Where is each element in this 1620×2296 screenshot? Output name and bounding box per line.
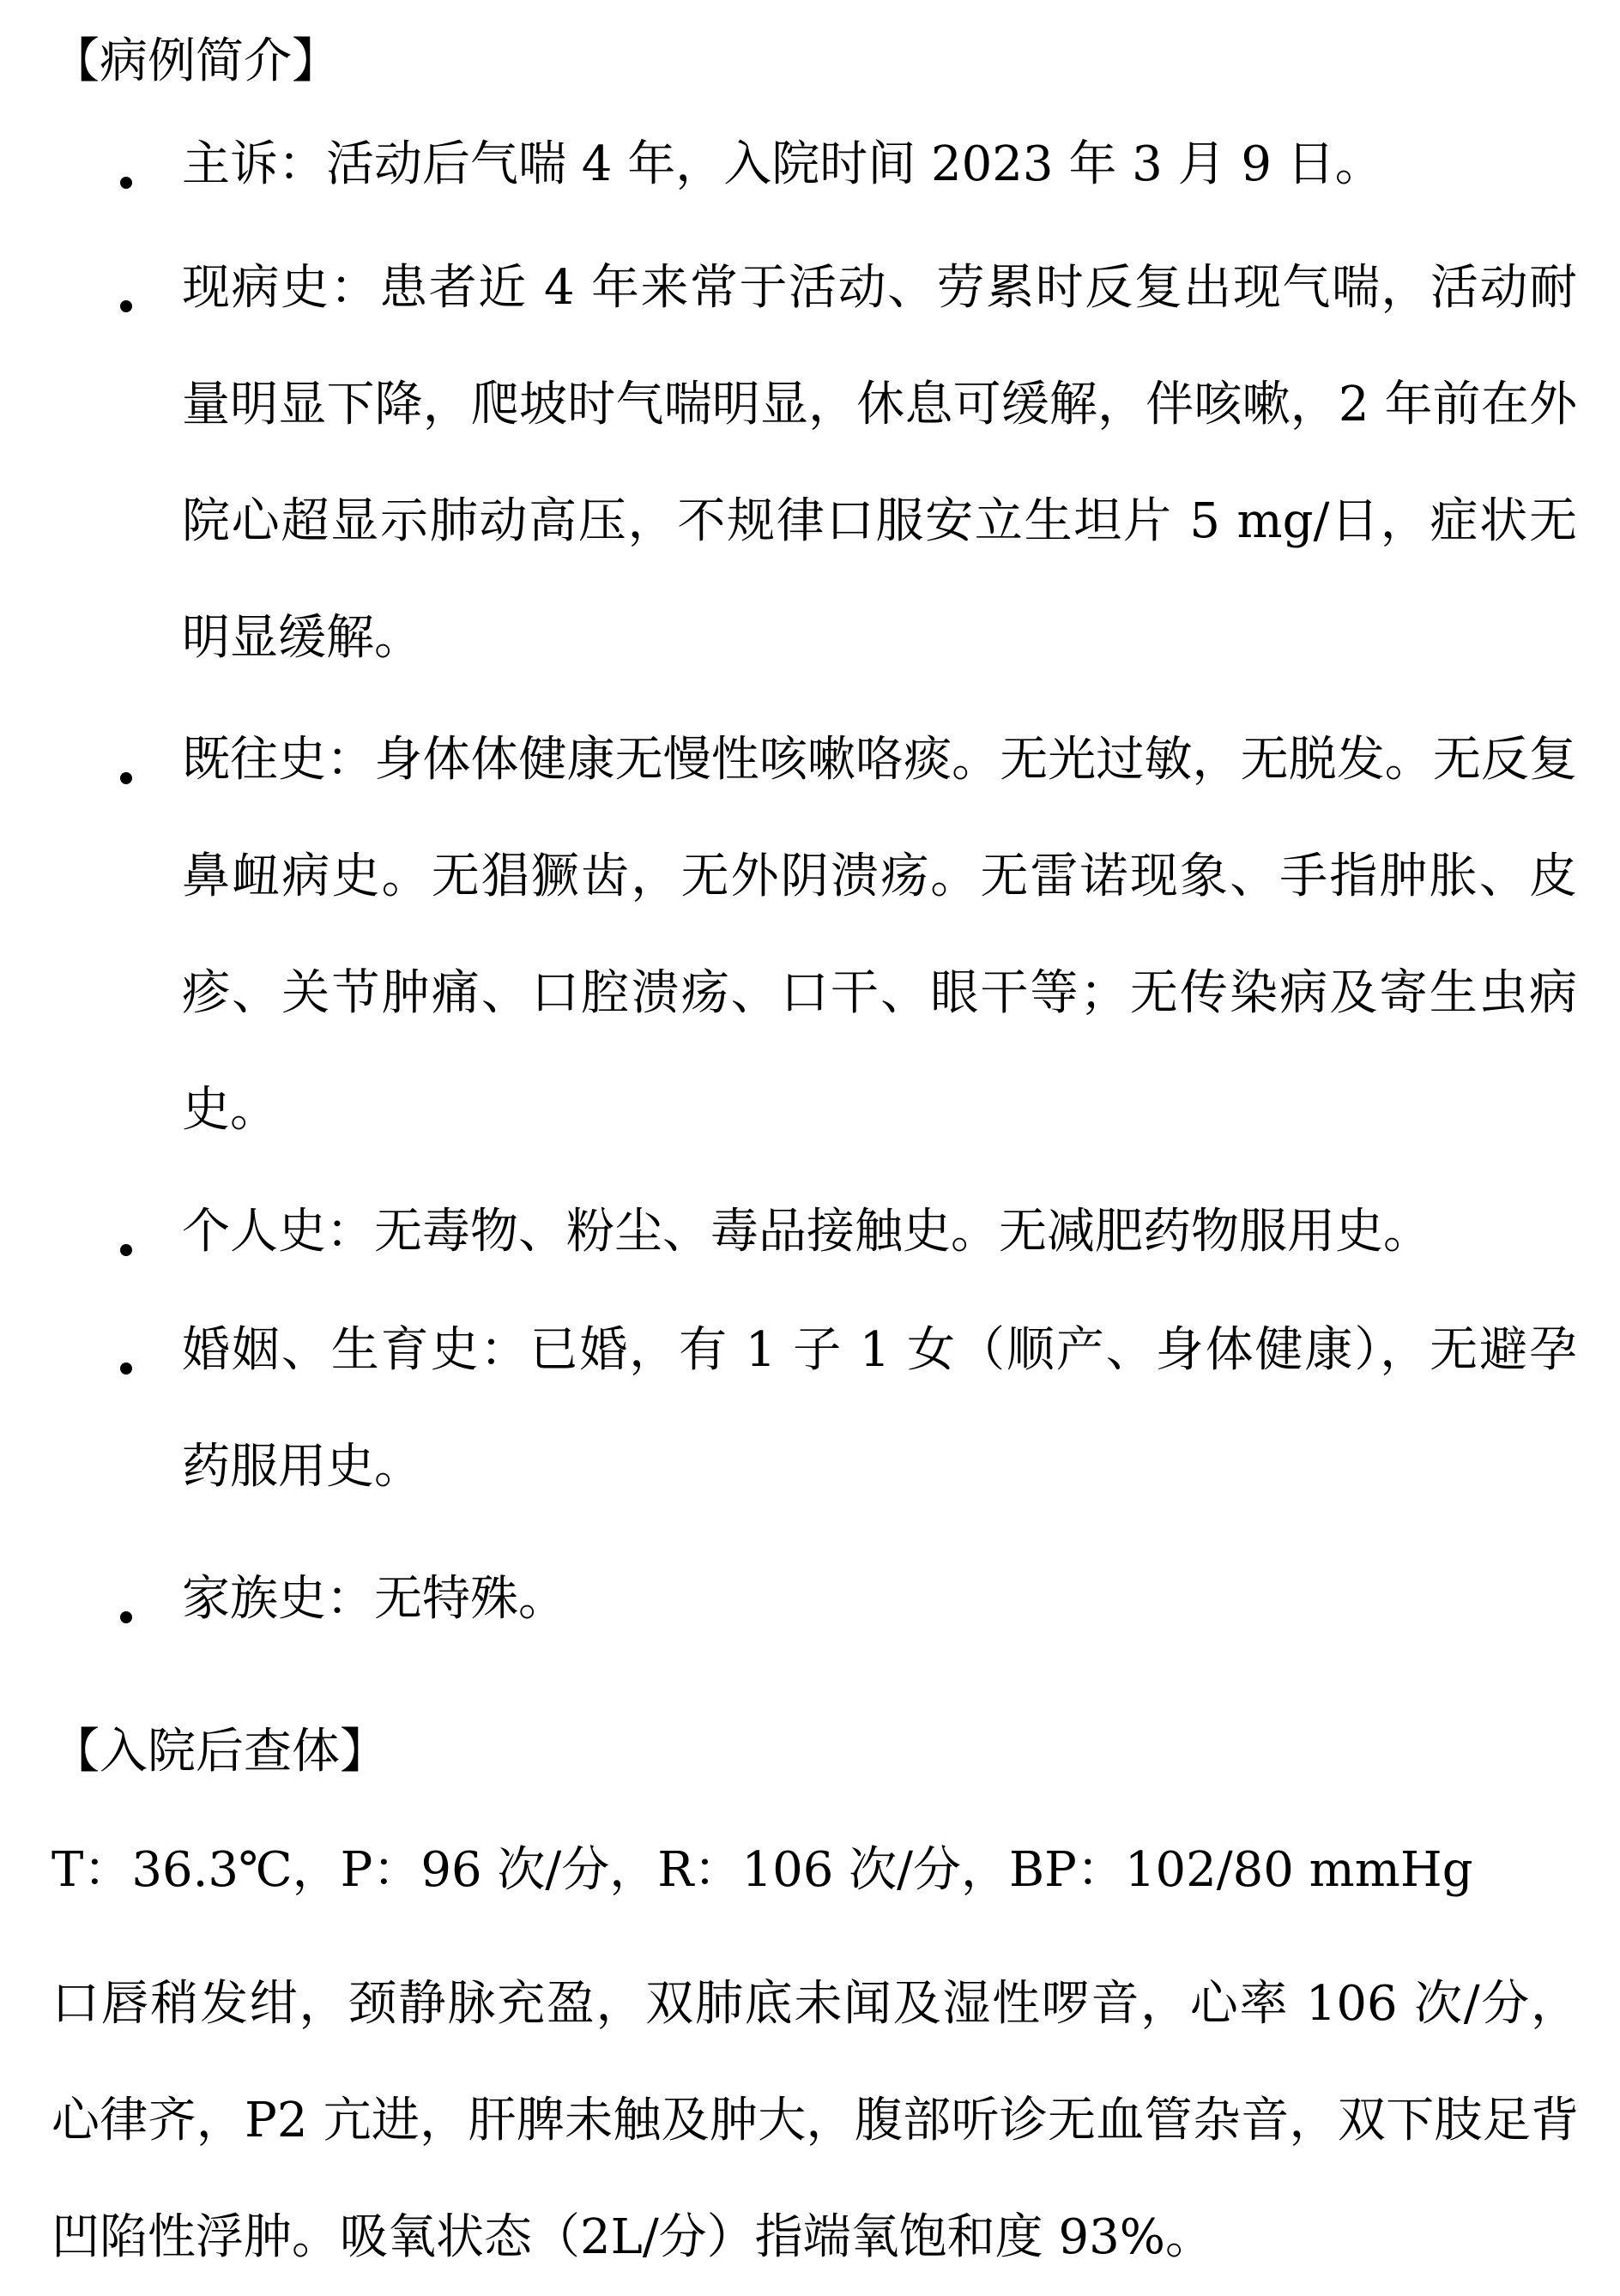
vital-signs: T：36.3℃，P：96 次/分，R：106 次/分，BP：102/80 mmHg xyxy=(51,1842,1473,1898)
physical-exam-findings: 口唇稍发绀，颈静脉充盈，双肺底未闻及湿性啰音，心率 106 次/分，心律齐，P2 亢进，肝脾未触及肿大，腹部听诊无血管杂音，双下肢足背凹陷性浮肿。吸氧状态（2L/分）指端氧饱和度 93%。 xyxy=(51,1976,1579,2265)
bullet-dot-icon xyxy=(120,1611,132,1623)
bullet-dot-icon xyxy=(120,1362,132,1375)
section-heading-case-summary: 【病例简介】 xyxy=(51,33,340,89)
list-item-text: 婚姻、生育史：已婚，有 1 子 1 女（顺产、身体健康），无避孕药服用史。 xyxy=(182,1322,1577,1495)
bullet-dot-icon xyxy=(120,1244,132,1256)
bullet-dot-icon xyxy=(120,772,132,784)
list-item-text: 既往史：身体体健康无慢性咳嗽咯痰。无光过敏，无脱发。无反复鼻衄病史。无猖獗齿，无外阴溃疡。无雷诺现象、手指肿胀、皮疹、关节肿痛、口腔溃疡、口干、眼干等；无传染病及寄生虫病史。 xyxy=(182,732,1577,1138)
bullet-dot-icon xyxy=(120,300,132,312)
section-heading-physical-exam: 【入院后查体】 xyxy=(51,1724,388,1779)
list-item-text: 个人史：无毒物、粉尘、毒品接触史。无减肥药物服用史。 xyxy=(182,1204,1431,1260)
list-item-text: 现病史：患者近 4 年来常于活动、劳累时反复出现气喘，活动耐量明显下降，爬坡时气喘明显，休息可缓解，伴咳嗽，2 年前在外院心超显示肺动高压，不规律口服安立生坦片 5 mg/日，症状无明显缓解。 xyxy=(182,260,1578,666)
list-item-text: 主诉：活动后气喘 4 年，入院时间 2023 年 3 月 9 日。 xyxy=(182,136,1383,192)
bullet-dot-icon xyxy=(120,177,132,189)
list-item-text: 家族史：无特殊。 xyxy=(182,1571,566,1627)
